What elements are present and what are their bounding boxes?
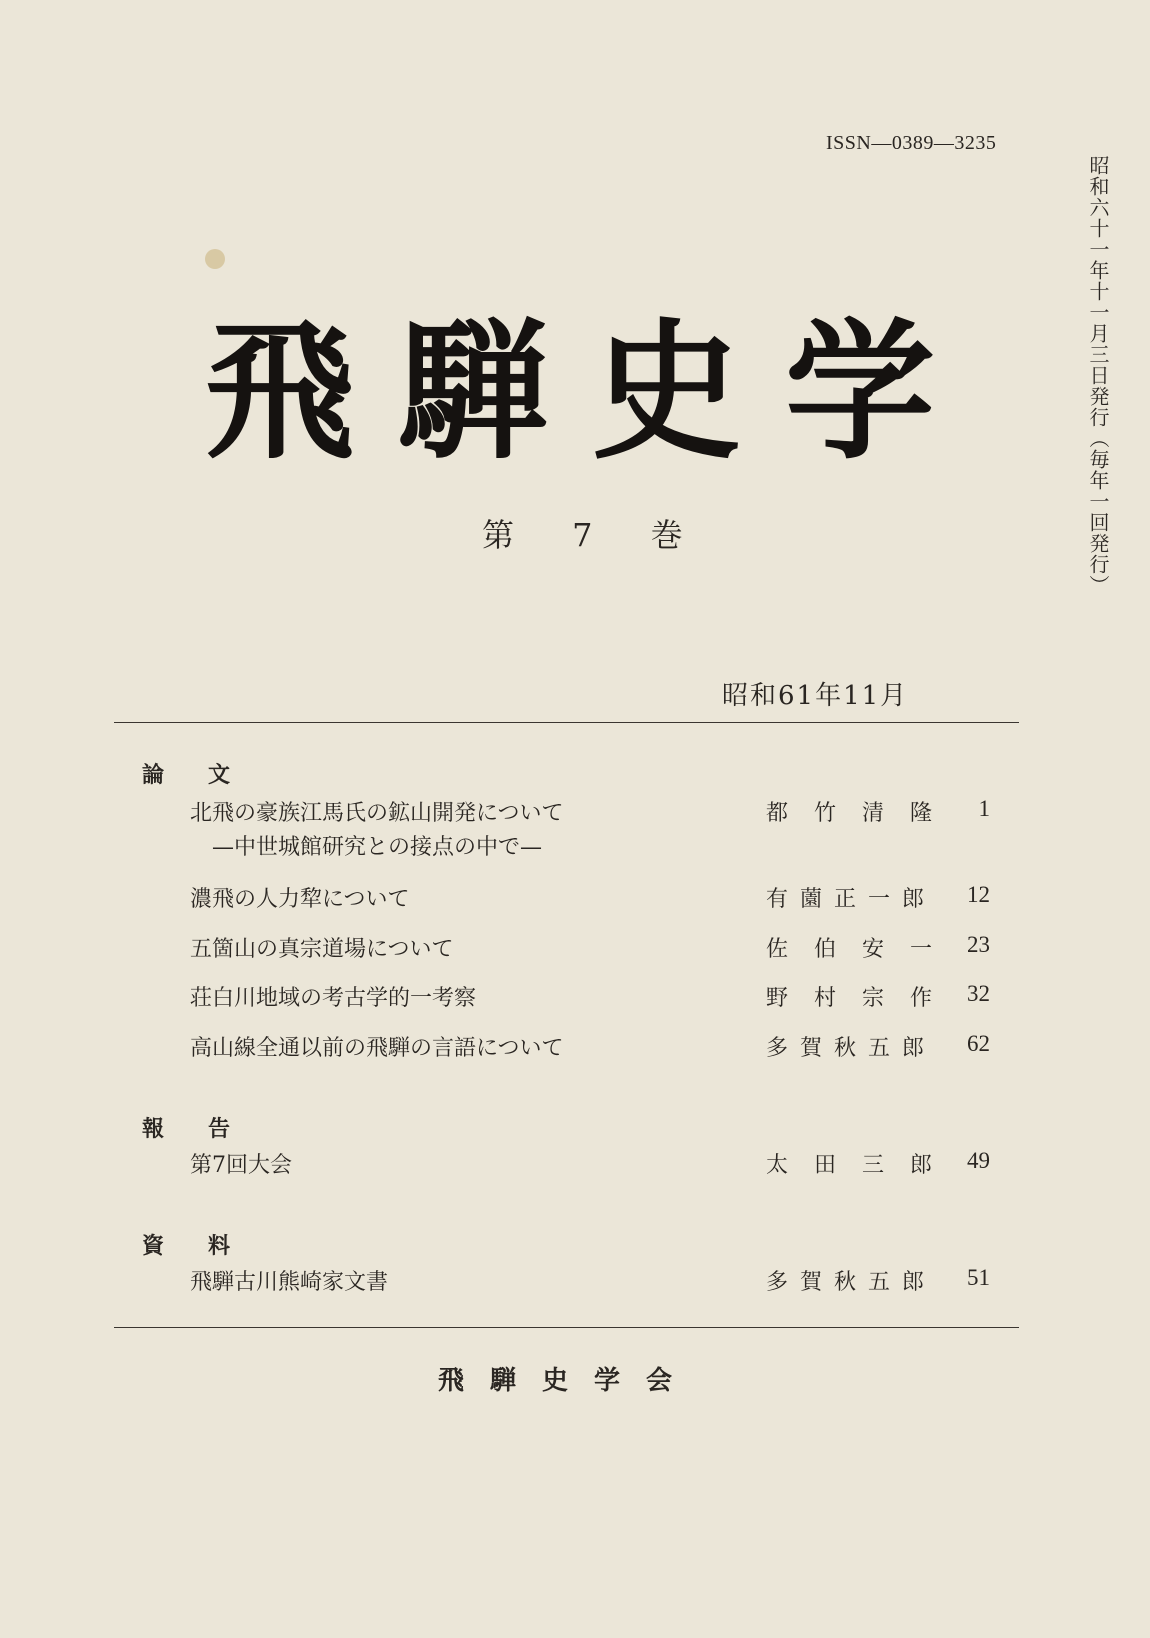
entry-title: 濃飛の人力犂について [190, 887, 410, 912]
entry-author: 太田三郎 [766, 1153, 959, 1178]
entry-title: 高山線全通以前の飛騨の言語について [190, 1036, 564, 1061]
toc-entry[interactable] [190, 1031, 990, 1061]
entry-title: 第7回大会 [190, 1153, 292, 1178]
journal-title [205, 304, 935, 480]
issue-date: 昭和61年11月 [722, 681, 909, 711]
toc-entry[interactable] [190, 981, 990, 1011]
issn-number: ISSN—0389—3235 [826, 132, 997, 154]
title-char: 史 [591, 304, 742, 480]
section-heading-papers: 論文 [142, 762, 275, 788]
entry-title: 北飛の豪族江馬氏の鉱山開発について [190, 801, 564, 826]
toc-entry[interactable] [190, 796, 990, 826]
entry-author: 野村宗作 [766, 986, 959, 1011]
section-heading-reports: 報告 [142, 1116, 275, 1142]
toc-entry[interactable] [190, 932, 990, 962]
publication-date-vertical-note: 昭和六十一年十一月三日発行（毎年一回発行） [1086, 155, 1110, 596]
entry-page: 62 [967, 1031, 990, 1056]
entry-author: 多賀秋五郎 [766, 1270, 937, 1295]
publisher-name: 飛騨史学会 [438, 1366, 699, 1396]
entry-page: 32 [967, 981, 990, 1006]
volume-number: 第 7 巻 [482, 516, 707, 554]
bottom-divider [114, 1327, 1019, 1328]
entry-page: 1 [978, 796, 990, 821]
entry-page: 12 [967, 882, 990, 907]
title-char: 騨 [398, 304, 549, 480]
entry-author: 都竹清隆 [766, 801, 959, 826]
entry-author: 多賀秋五郎 [766, 1036, 937, 1061]
top-divider [114, 722, 1019, 723]
entry-subtitle: —中世城館研究との接点の中で— [212, 835, 543, 860]
entry-author: 有薗正一郎 [766, 887, 937, 912]
entry-page: 49 [967, 1148, 990, 1173]
paper-stain [205, 249, 225, 269]
section-heading-materials: 資料 [142, 1233, 275, 1259]
entry-author: 佐伯安一 [766, 937, 959, 962]
entry-title: 飛騨古川熊崎家文書 [190, 1270, 389, 1295]
title-char: 学 [784, 304, 935, 480]
toc-entry[interactable] [190, 1148, 990, 1178]
entry-title: 五箇山の真宗道場について [190, 937, 454, 962]
entry-page: 23 [967, 932, 990, 957]
entry-page: 51 [967, 1265, 990, 1290]
toc-entry[interactable] [190, 882, 990, 912]
entry-title: 荘白川地域の考古学的一考察 [190, 986, 477, 1011]
toc-entry[interactable] [190, 1265, 990, 1295]
title-char: 飛 [205, 304, 356, 480]
